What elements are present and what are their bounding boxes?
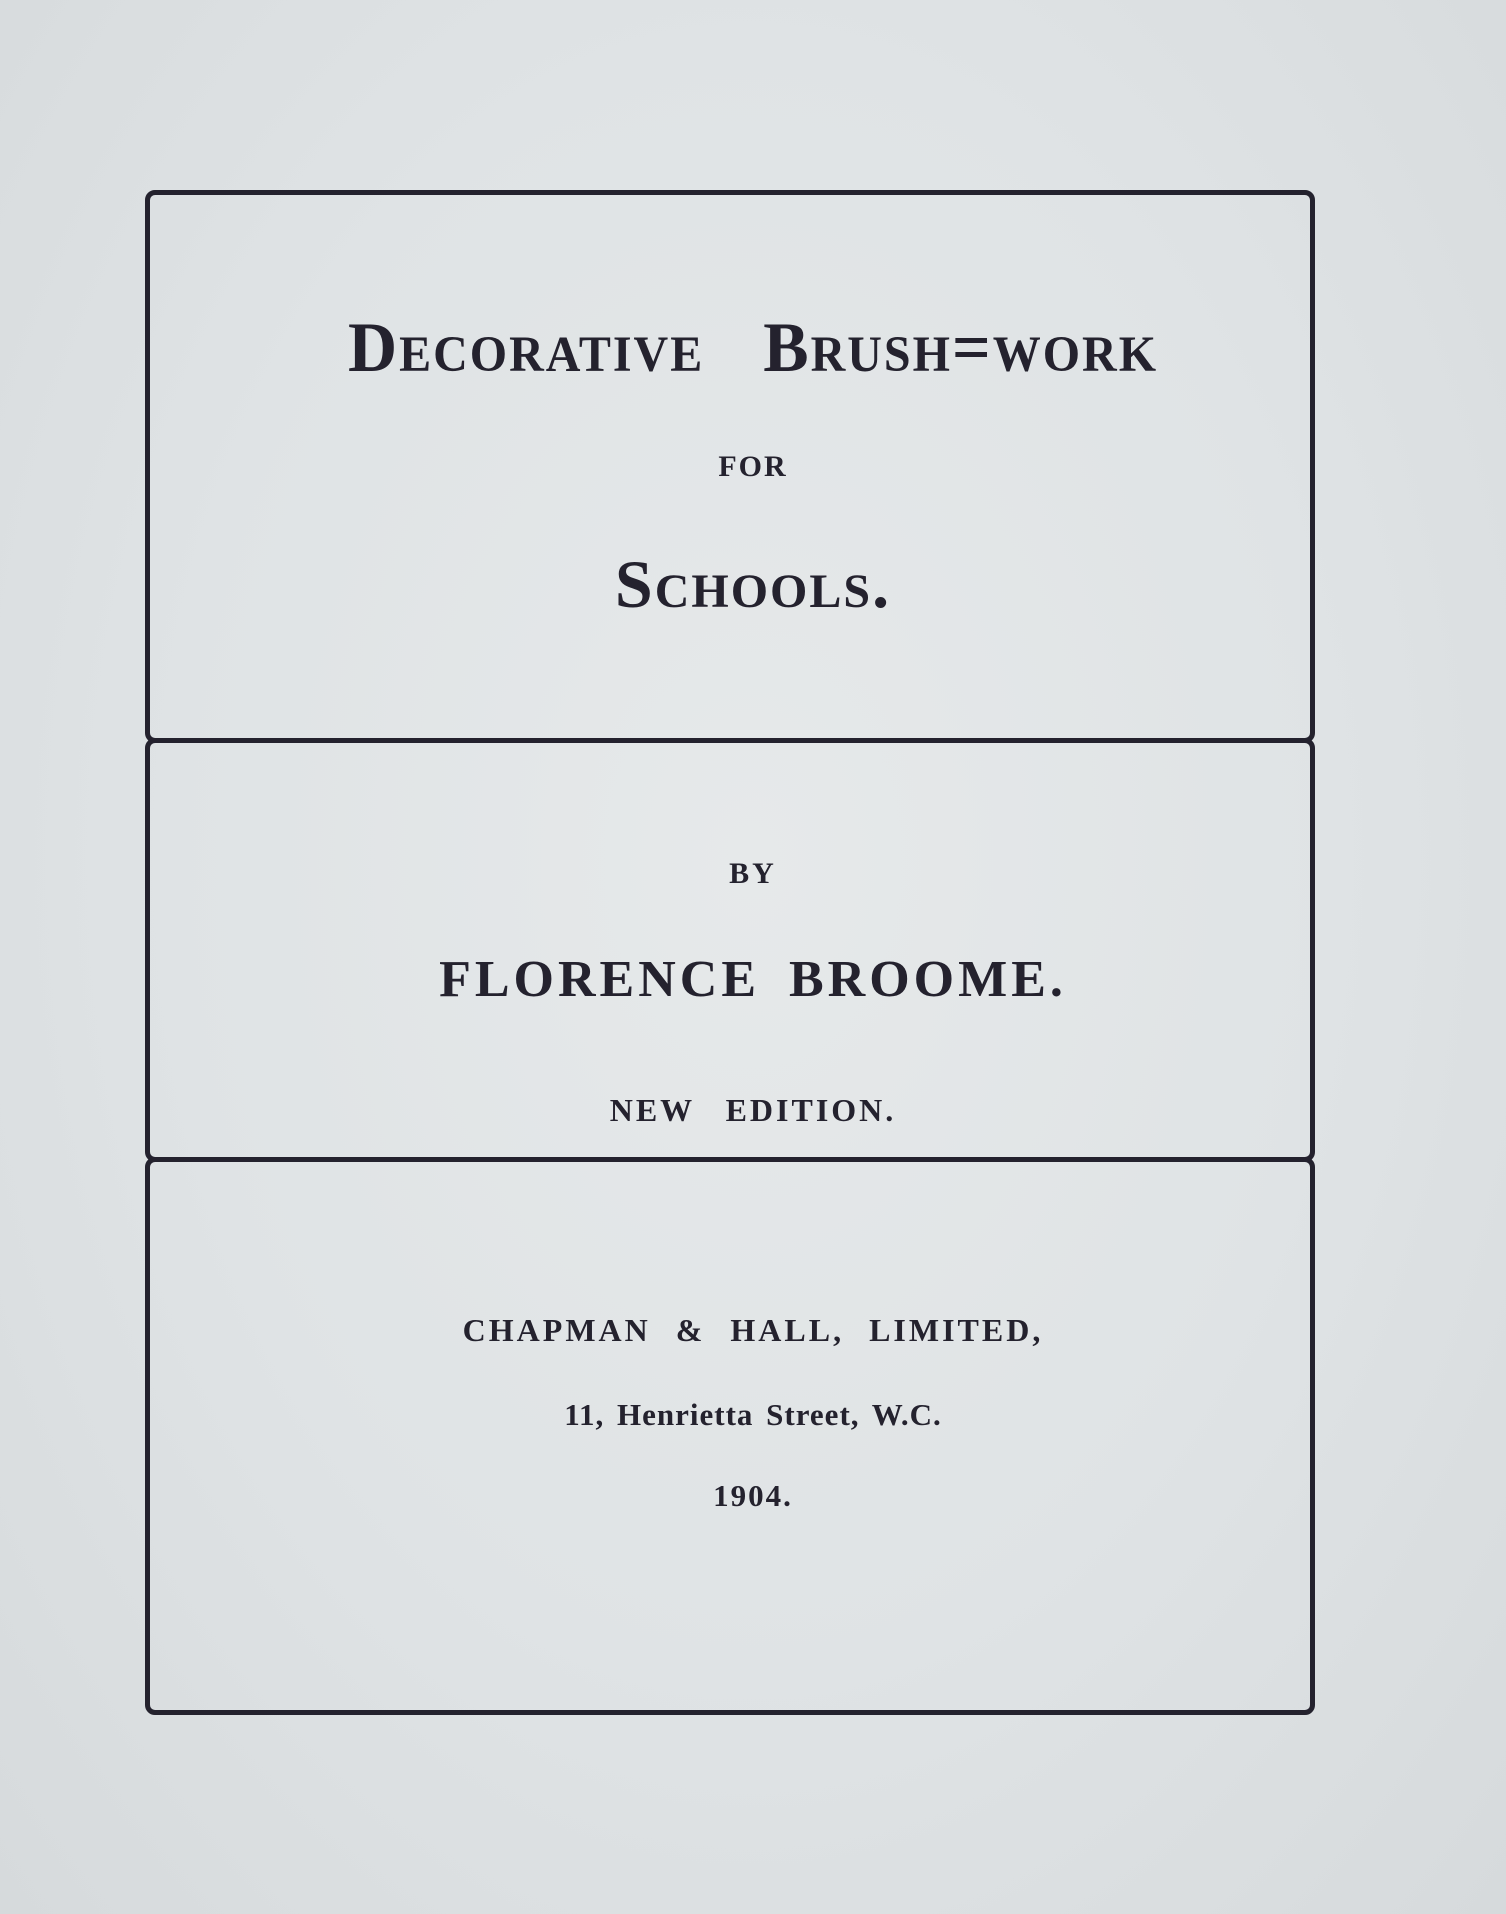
book-title: Decorative Brush=work xyxy=(347,307,1159,387)
title-connector: FOR xyxy=(718,450,788,483)
publisher-frame xyxy=(145,1157,1315,1715)
publisher-address: 11, Henrietta Street, W.C. xyxy=(564,1397,942,1432)
byline-label: BY xyxy=(729,857,777,890)
edition-label: NEW EDITION. xyxy=(609,1092,897,1128)
publisher-name: CHAPMAN & HALL, LIMITED, xyxy=(462,1312,1044,1348)
publication-year: 1904. xyxy=(713,1478,793,1513)
book-subtitle: Schools. xyxy=(614,546,892,622)
author-name: FLORENCE BROOME. xyxy=(439,951,1067,1008)
